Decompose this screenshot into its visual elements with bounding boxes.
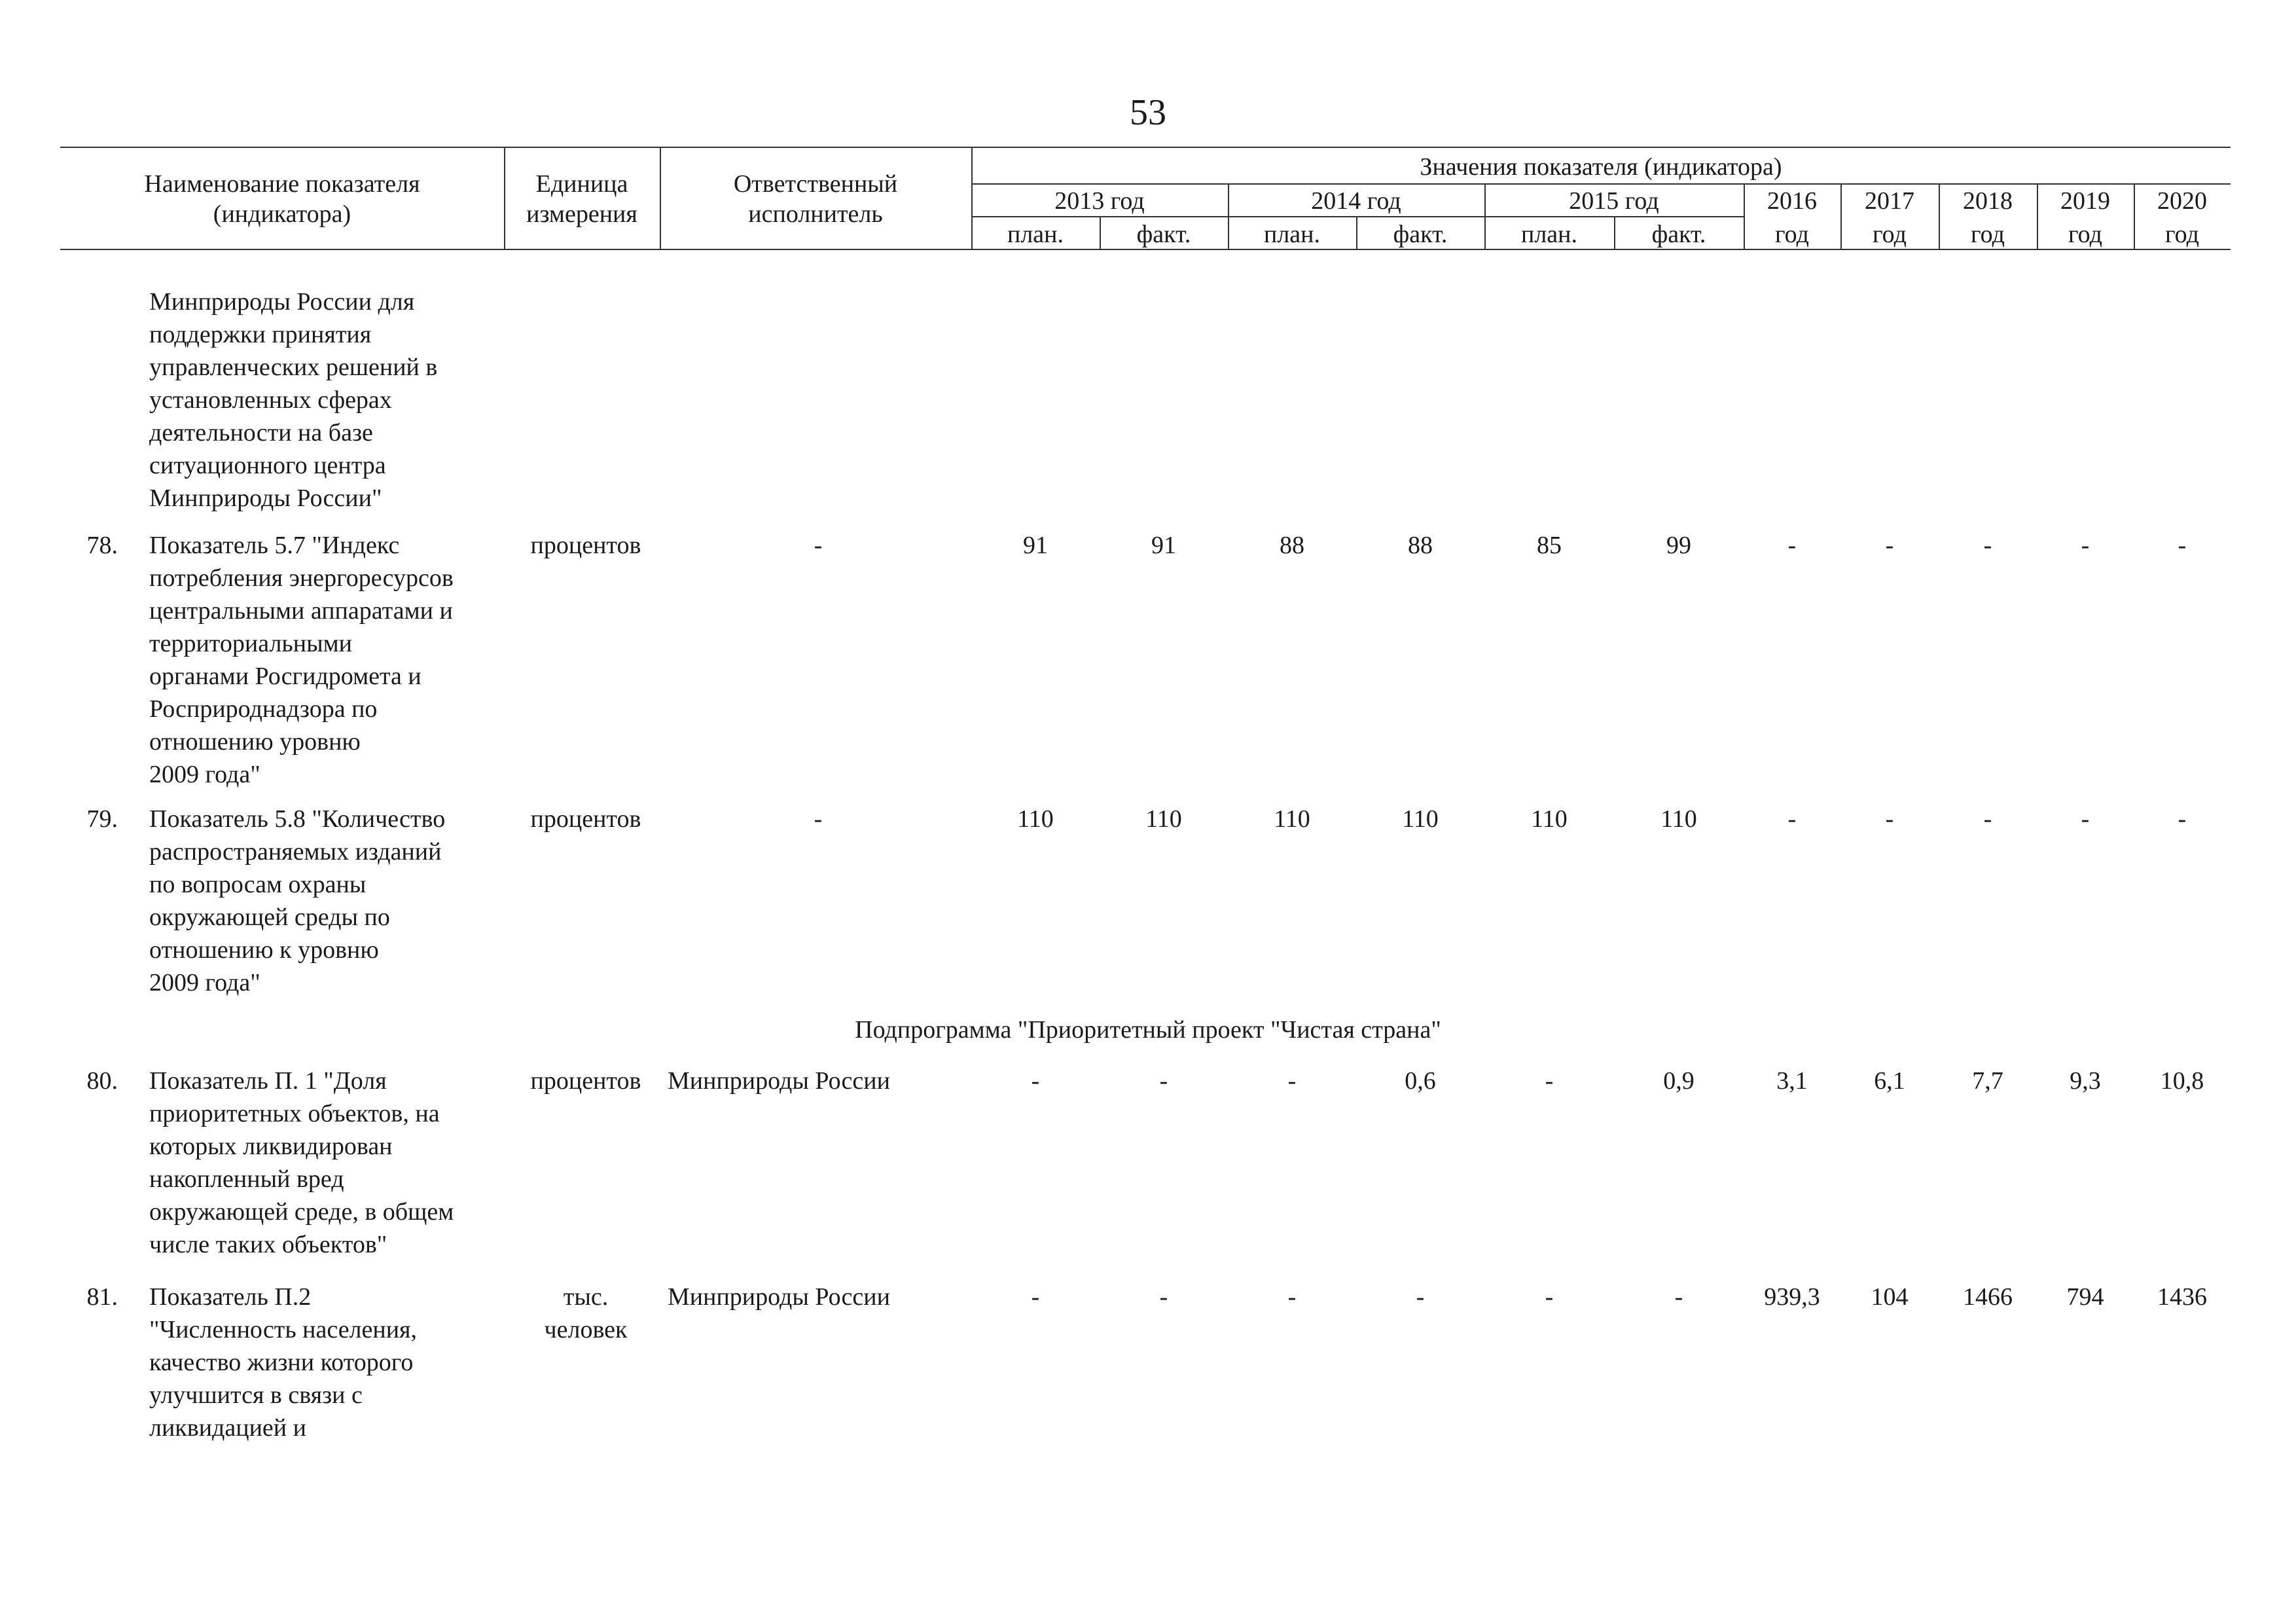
header-year-2020: 2020 xyxy=(2157,187,2207,215)
indicator-name: Показатель П. 1 "Доля приоритетных объектов, на которых ликвидирован накопленный вред окружающей среде, в общем числе таких объектов" xyxy=(149,1067,454,1258)
header-year-2013: 2013 год xyxy=(1054,187,1145,215)
unit: тыс. человек xyxy=(544,1283,628,1343)
header-2015-fact: факт. xyxy=(1651,221,1706,248)
value-2015-plan: - xyxy=(1545,1283,1554,1311)
value-2019: 9,3 xyxy=(2070,1067,2101,1095)
value-2015-fact: 99 xyxy=(1666,532,1691,559)
value-2019: - xyxy=(2081,805,2090,833)
value-2014-plan: - xyxy=(1287,1283,1297,1311)
header-2019-god: год xyxy=(2068,221,2102,248)
header-2020-god: год xyxy=(2165,221,2199,248)
responsible: - xyxy=(814,532,823,559)
value-2013-fact: 91 xyxy=(1151,532,1176,559)
value-2019: 794 xyxy=(2066,1283,2104,1311)
value-2018: 1466 xyxy=(1963,1283,2013,1311)
indicator-name: Показатель П.2 "Численность населения, качество жизни которого улучшится в связи с ликвидацией и xyxy=(149,1283,418,1442)
value-2020: 10,8 xyxy=(2160,1067,2204,1095)
value-2013-fact: 110 xyxy=(1145,805,1182,833)
header-values: Значения показателя (индикатора) xyxy=(1420,153,1782,181)
row-number: 81. xyxy=(86,1283,118,1311)
value-2017: - xyxy=(1885,805,1894,833)
value-2017: 6,1 xyxy=(1874,1067,1905,1095)
year-rule xyxy=(971,216,1744,217)
indicator-name: Показатель 5.8 "Количество распространяемых изданий по вопросам охраны окружающей среды по отношению к уровню 2009 года" xyxy=(149,805,446,996)
header-year-2016: 2016 xyxy=(1767,187,1817,215)
header-2013-plan: план. xyxy=(1007,221,1064,248)
value-2014-fact: 0,6 xyxy=(1405,1067,1436,1095)
header-2014-fact: факт. xyxy=(1393,221,1448,248)
subprogram-title: Подпрограмма "Приоритетный проект "Чистая страна" xyxy=(855,1016,1441,1044)
header-top-rule xyxy=(60,147,2231,148)
header-year-2014: 2014 год xyxy=(1311,187,1401,215)
value-2013-plan: 110 xyxy=(1017,805,1054,833)
value-2013-plan: - xyxy=(1031,1067,1040,1095)
value-2013-fact: - xyxy=(1159,1067,1168,1095)
value-2015-plan: - xyxy=(1545,1067,1554,1095)
value-2015-fact: 110 xyxy=(1660,805,1697,833)
value-2018: - xyxy=(1983,532,1992,559)
value-2018: 7,7 xyxy=(1972,1067,2003,1095)
header-year-2019: 2019 xyxy=(2060,187,2110,215)
unit: процентов xyxy=(530,532,641,559)
value-2015-fact: - xyxy=(1674,1283,1683,1311)
value-2014-plan: 88 xyxy=(1280,532,1304,559)
responsible: Минприроды России xyxy=(668,1067,890,1095)
unit: процентов xyxy=(530,805,641,833)
value-2016: - xyxy=(1787,532,1797,559)
header-2016-god: год xyxy=(1775,221,1809,248)
value-2015-plan: 85 xyxy=(1537,532,1562,559)
header-2017-god: год xyxy=(1873,221,1907,248)
page-number: 53 xyxy=(1130,92,1166,133)
value-2014-plan: - xyxy=(1287,1067,1297,1095)
header-year-2015: 2015 год xyxy=(1569,187,1659,215)
value-2015-fact: 0,9 xyxy=(1663,1067,1695,1095)
value-2020: - xyxy=(2178,532,2187,559)
header-unit: Единица измерения xyxy=(526,170,637,228)
row-number: 79. xyxy=(86,805,118,833)
header-year-2018: 2018 xyxy=(1963,187,2013,215)
value-2014-fact: - xyxy=(1416,1283,1425,1311)
value-2015-plan: 110 xyxy=(1531,805,1568,833)
header-2013-fact: факт. xyxy=(1136,221,1191,248)
value-2016: - xyxy=(1787,805,1797,833)
responsible: Минприроды России xyxy=(668,1283,890,1311)
value-2013-plan: - xyxy=(1031,1283,1040,1311)
value-2017: - xyxy=(1885,532,1894,559)
value-2020: - xyxy=(2178,805,2187,833)
unit: процентов xyxy=(530,1067,641,1095)
value-2014-fact: 88 xyxy=(1408,532,1433,559)
value-2016: 939,3 xyxy=(1764,1283,1820,1311)
value-2016: 3,1 xyxy=(1776,1067,1808,1095)
continuation-text: Минприроды России для поддержки принятия управленческих решений в установленных сферах деятельности на базе ситуационного центра Минприроды России" xyxy=(149,288,438,512)
header-responsible: Ответственный исполнитель xyxy=(733,170,898,228)
value-2013-plan: 91 xyxy=(1023,532,1048,559)
value-2013-fact: - xyxy=(1159,1283,1168,1311)
responsible: - xyxy=(814,805,823,833)
header-2018-god: год xyxy=(1971,221,2005,248)
value-2019: - xyxy=(2081,532,2090,559)
header-2014-plan: план. xyxy=(1263,221,1320,248)
value-2020: 1436 xyxy=(2157,1283,2207,1311)
header-year-2017: 2017 xyxy=(1865,187,1914,215)
indicator-name: Показатель 5.7 "Индекс потребления энергоресурсов центральными аппаратами и территориальными органами Росгидромета и Росприроднадзора по отношению уровню 2009 года" xyxy=(149,532,454,788)
header-name: Наименование показателя (индикатора) xyxy=(144,170,420,228)
value-2014-plan: 110 xyxy=(1274,805,1310,833)
header-2015-plan: план. xyxy=(1520,221,1577,248)
row-number: 80. xyxy=(86,1067,118,1095)
value-2017: 104 xyxy=(1871,1283,1909,1311)
values-rule xyxy=(971,183,2231,185)
value-2014-fact: 110 xyxy=(1402,805,1439,833)
value-2018: - xyxy=(1983,805,1992,833)
row-number: 78. xyxy=(86,532,118,559)
